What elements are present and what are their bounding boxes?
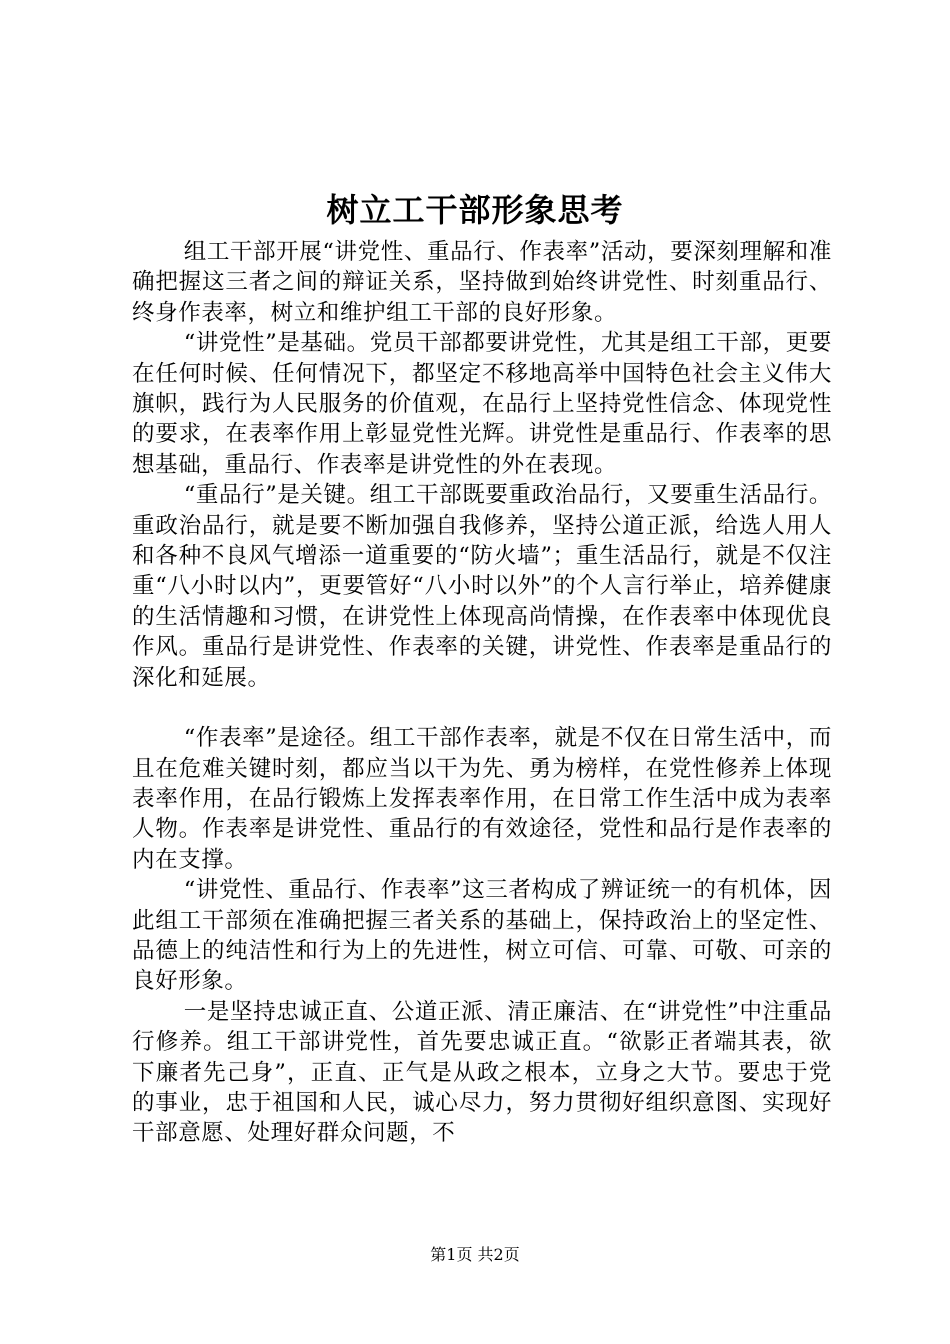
paragraph: 一是坚持忠诚正直、公道正派、清正廉洁、在“讲党性”中注重品行修养。组工干部讲党性，首先要忠诚正直。“欲影正者端其表，欲下廉者先己身”，正直、正气是从政之根本，立身之大节。要忠于党的事业，忠于祖国和人民，诚心尽力，努力贯彻好组织意图、实现好干部意愿、处理好群众问题，不 bbox=[132, 998, 832, 1147]
paragraph: “讲党性”是基础。党员干部都要讲党性，尤其是组工干部，更要在任何时候、任何情况下，都坚定不移地高举中国特色社会主义伟大旗帜，践行为人民服务的价值观，在品行上坚持党性信念、体现党性的要求，在表率作用上彰显党性光辉。讲党性是重品行、作表率的思想基础，重品行、作表率是讲党性的外在表现。 bbox=[132, 330, 832, 478]
paragraph: “重品行”是关键。组工干部既要重政治品行，又要重生活品行。重政治品行，就是要不断加强自我修养，坚持公道正派，给选人用人和各种不良风气增添一道重要的“防火墙”；重生活品行，就是不仅注重“八小时以内”，更要管好“八小时以外”的个人言行举止，培养健康的生活情趣和习惯，在讲党性上体现高尚情操，在作表率中体现优良作风。重品行是讲党性、作表率的关键，讲党性、作表率是重品行的深化和延展。 bbox=[132, 482, 832, 691]
paragraph: 组工干部开展“讲党性、重品行、作表率”活动，要深刻理解和准确把握这三者之间的辩证关系，坚持做到始终讲党性、时刻重品行、终身作表率，树立和维护组工干部的良好形象。 bbox=[132, 239, 832, 326]
document-body bbox=[132, 237, 832, 1149]
page-title: 树立工干部形象思考 bbox=[326, 191, 624, 229]
paragraph: “作表率”是途径。组工干部作表率，就是不仅在日常生活中，而且在危难关键时刻，都应当以干为先、勇为榜样，在党性修养上体现表率作用，在品行锻炼上发挥表率作用，在日常工作生活中成为表率人物。作表率是讲党性、重品行的有效途径，党性和品行是作表率的内在支撑。 bbox=[132, 725, 832, 873]
page-footer: 第1页 共2页 bbox=[430, 1245, 520, 1264]
paragraph: “讲党性、重品行、作表率”这三者构成了辨证统一的有机体，因此组工干部须在准确把握三者关系的基础上，保持政治上的坚定性、品德上的纯洁性和行为上的先进性，树立可信、可靠、可敬、可亲的良好形象。 bbox=[132, 877, 832, 995]
